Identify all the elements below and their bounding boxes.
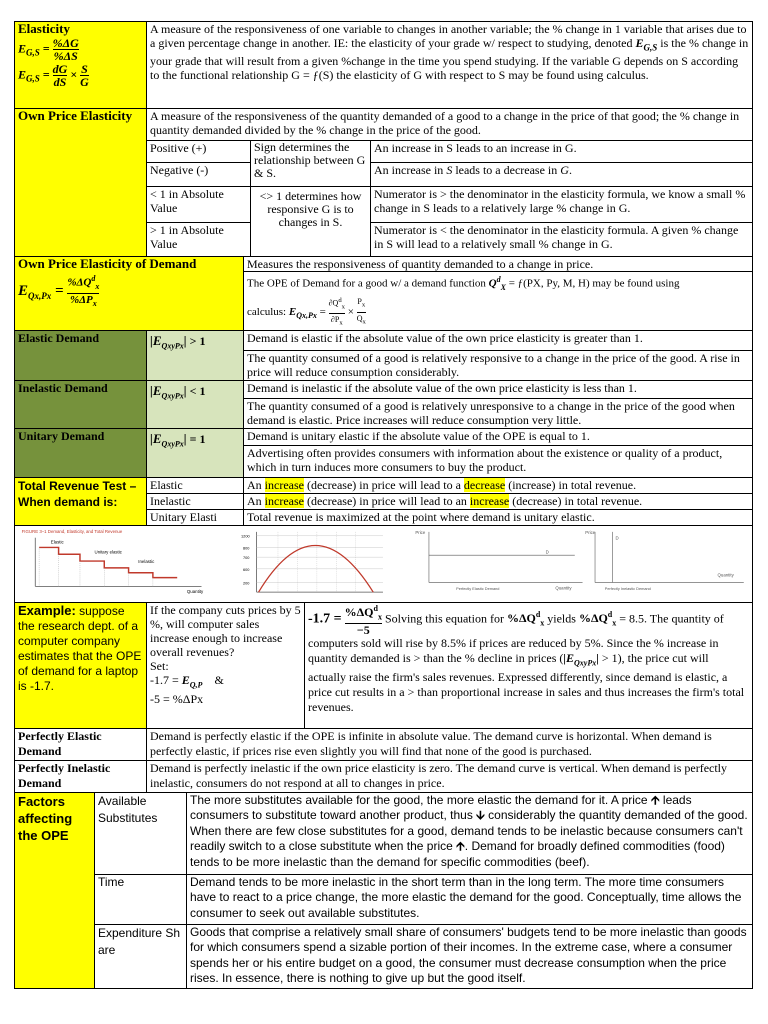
ope-demand-formula: $E_{Qx,Px}$ = $\frac{\%\Delta Q^d_x}{\%\Delta P_x}$ xyxy=(18,274,100,309)
total-revenue-graph xyxy=(237,528,387,598)
greater-than-one-text: Numerator is < the denominator in the elasticity formula. A given % change in S will lead to a relatively small % change in G. xyxy=(371,223,753,257)
inelastic-demand-header: Inelastic Demand xyxy=(15,380,147,428)
ope-demand-desc-2: The OPE of Demand for a good w/ a demand function $Q^d_X$ = ƒ(PX, Py, M, H) may be found using calculus: $E_{Qx,Px}$ = $\frac{\partial Q^d_x}{\partial P_x}$ × $\frac{P_x}{Q_x}$ xyxy=(244,272,753,331)
tr-elastic-label: Elastic xyxy=(147,477,244,493)
arrow-down-icon: 🡫 xyxy=(476,808,485,823)
elasticity-formula-2: $E_{G,S}$ = $\frac{dG}{dS}$ × $\frac{S}{G}$ xyxy=(18,62,89,89)
graph4-caption: Perfectly Inelastic Demand xyxy=(604,585,651,591)
less-than-one-label: < 1 in Absolute Value xyxy=(147,187,251,223)
perfectly-inelastic-header: Perfectly Inelastic Demand xyxy=(15,760,147,792)
graph2-ytick-3: 700 xyxy=(242,554,250,560)
unitary-demand-header: Unitary Demand xyxy=(15,428,147,477)
perfectly-inelastic-graph xyxy=(581,528,751,598)
elasticity-description: A measure of the responsiveness of one variable to changes in another variable; the % change in 1 variable that arises due to a given percentage change in another. IE: the elasticity of your grade w/ respect to studying, denoted $E_{G,S}$ is the % change in your grade that will result from a given %change in the time you spend studying. If the variable G depends on S according to the functional relationship G = ƒ(S) the elasticity of G with respect to S may be found using calculus. xyxy=(147,22,753,109)
unitary-demand-condition: $|E_{QxyPx}| = 1$ xyxy=(147,428,244,477)
perfectly-inelastic-text: Demand is perfectly inelastic if the own price elasticity is zero. The demand curve is vertical. When demand is perfectly inelastic, consumers do not respond at all to changes in price. xyxy=(147,760,753,792)
positive-label: Positive (+) xyxy=(147,141,251,163)
perfectly-elastic-text: Demand is perfectly elastic if the OPE is infinite in absolute value. The demand curve is horizontal. When demand is perfectly elastic, if prices rise even slightly you will find that none of the good is purchased. xyxy=(147,728,753,760)
elastic-demand-line-1: Demand is elastic if the absolute value of the own price elasticity is greater than 1. xyxy=(244,330,753,350)
tr-unitary-text: Total revenue is maximized at the point where demand is unitary elastic. xyxy=(244,509,753,525)
tr-unitary-label: Unitary Elasti xyxy=(147,509,244,525)
graph1-label-inelastic: Inelastic xyxy=(138,558,155,564)
unitary-demand-line-2: Advertising often provides consumers with information about the existence or quality of a product, which in turn induces more consumers to buy the product. xyxy=(244,445,753,477)
ope-demand-header: Own Price Elasticity of Demand $E_{Qx,Px}$ = $\frac{\%\Delta Q^d_x}{\%\Delta P_x}$ xyxy=(15,257,244,331)
positive-text: An increase in S leads to an increase in G. xyxy=(371,141,753,163)
graph2-ytick-4: 600 xyxy=(242,566,250,572)
arrow-up-icon: 🡩 xyxy=(456,839,465,854)
elasticity-fraction-1: $\frac{\%\Delta G}{\%\Delta S}$ xyxy=(52,36,79,63)
graph1-xlabel: Quantity xyxy=(186,588,204,594)
example-description: Example: suppose the research dept. of a computer company estimates that the OPE of demand for a laptop is -1.7. xyxy=(15,602,147,728)
graph3-caption: Perfectly Elastic Demand xyxy=(456,585,500,591)
tr-elastic-text: An increase (decrease) in price will lead to a decrease (increase) in total revenue. xyxy=(244,477,753,493)
elasticity-table xyxy=(14,21,753,257)
less-than-one-text: Numerator is > the denominator in the elasticity formula, we know a small % change in S leads to a relatively large % change in G. xyxy=(371,187,753,223)
inelastic-demand-condition: $|E_{QxyPx}| < 1$ xyxy=(147,380,244,428)
graph4-d-label: D xyxy=(615,535,619,541)
elasticity-formula-1: $E_{G,S}$ = $\frac{\%\Delta G}{\%\Delta S}$ xyxy=(18,36,79,63)
sign-determines-text: Sign determines the relationship between G & S. xyxy=(251,141,371,187)
inelastic-demand-line-2: The quantity consumed of a good is relatively unresponsive to a change in the price of the good when demand is elastic. Price increases will reduce consumption very little. xyxy=(244,398,753,428)
expenditure-label: Expenditure Share xyxy=(95,924,187,988)
factors-header: Factors affecting the OPE xyxy=(15,792,95,988)
unitary-demand-line-1: Demand is unitary elastic if the absolute value of the OPE is equal to 1. xyxy=(244,428,753,445)
graphs-strip xyxy=(14,526,753,602)
graph2-ytick-5: 200 xyxy=(242,580,250,586)
substitutes-label: Available Substitutes xyxy=(95,792,187,874)
time-label: Time xyxy=(95,874,187,924)
graph3-xlabel: Quantity xyxy=(555,584,572,590)
ope-demand-desc-1: Measures the responsiveness of quantity demanded to a change in price. xyxy=(244,257,753,272)
graph2-ytick-1: 1200 xyxy=(241,533,250,539)
factors-table xyxy=(14,792,753,989)
example-solution: -1.7 = $\frac{\%\Delta Q^d_x}{-5}$ Solving this equation for $\%\Delta Q^d_x$ yields $\%\Delta Q^d_x = 8.5$. The quantity of computers sold will rise by 8.5% if prices are reduced by 5%. Since the % increase in quantity demanded is > than the % decline in prices $(|E_{QxyPx}| > 1)$, the price cut will actually raise the firm's sales revenues. Expressed differently, since demand is elastic, a price cut results in a > than proportional increase in sales and thus increases the firm's total revenues. xyxy=(305,602,753,728)
graph3-d-label: D xyxy=(545,548,549,554)
demand-elasticity-graph xyxy=(19,528,209,598)
example-question: If the company cuts prices by 5 %, will computer sales increase enough to increase overall revenues? Set: $-1.7 = E_{Q,P}$ & -5 = %ΔPx xyxy=(147,602,305,728)
substitutes-text: The more substitutes available for the good, the more elastic the demand for it. A price 🡩 leads consumers to substitute toward another product, thus 🡫 considerably the quantity demanded of the good. When there are few close substitutes for a good, demand tends to be inelastic because consumers can't readily switch to a close substitute when the price 🡩. Demand for broadly defined commodities (food) tends to be more inelastic than the demand for specific commodities (beef). xyxy=(187,792,753,874)
ope-demand-table xyxy=(14,256,753,526)
arrow-up-icon: 🡩 xyxy=(650,792,660,807)
graph2-ytick-2: 800 xyxy=(242,545,250,551)
elasticity-title: Elasticity xyxy=(18,21,70,36)
tr-inelastic-label: Inelastic xyxy=(147,493,244,509)
total-revenue-test-header: Total Revenue Test – When demand is: xyxy=(15,477,147,525)
example-table xyxy=(14,602,753,729)
tr-inelastic-text: An increase (decrease) in price will lead to an increase (decrease) in total revenue. xyxy=(244,493,753,509)
study-sheet xyxy=(14,21,753,989)
time-text: Demand tends to be more inelastic in the short term than in the long term. The more time consumers have to react to a price change, the more elastic the demand for the good. Conceptually, time allows the consumer to seek out available substitutes. xyxy=(187,874,753,924)
graph1-label-elastic: Elastic xyxy=(50,539,64,545)
perfect-elasticity-table xyxy=(14,728,753,793)
perfectly-elastic-graph xyxy=(407,528,587,598)
graph1-label-unitary: Unitary elastic xyxy=(94,548,122,554)
graph3-ylabel: Price xyxy=(415,529,426,535)
elasticity-header xyxy=(15,22,147,109)
figure-caption: FIGURE 3–1 Demand, Elasticity, and Total Revenue xyxy=(21,528,123,534)
greater-than-one-label: > 1 in Absolute Value xyxy=(147,223,251,257)
elastic-demand-condition: $|E_{QxyPx}| > 1$ xyxy=(147,330,244,380)
negative-label: Negative (-) xyxy=(147,163,251,187)
elastic-demand-line-2: The quantity consumed of a good is relatively responsive to a change in the price of the good. A rise in price will reduce consumption considerably. xyxy=(244,350,753,380)
inelastic-demand-line-1: Demand is inelastic if the absolute value of the own price elasticity is less than 1. xyxy=(244,380,753,398)
negative-text: An increase in S leads to a decrease in G. xyxy=(371,163,753,187)
own-price-description: A measure of the responsiveness of the quantity demanded of a good to a change in the price of that good; the % change in quantity demanded divided by the % change in the price of the good. xyxy=(147,109,753,141)
perfectly-elastic-header: Perfectly Elastic Demand xyxy=(15,728,147,760)
own-price-elasticity-header: Own Price Elasticity xyxy=(15,109,147,257)
graph4-xlabel: Quantity xyxy=(717,572,734,578)
elastic-demand-header: Elastic Demand xyxy=(15,330,147,380)
graph4-ylabel: Price xyxy=(585,529,596,535)
magnitude-determines-text: <> 1 determines how responsive G is to changes in S. xyxy=(251,187,371,257)
expenditure-text: Goods that comprise a relatively small share of consumers' budgets tend to be more inelastic than goods for which consumers spend a sizable portion of their incomes. In the extreme case, where a consumer spends her or his entire budget on a good, the consumer must decrease consumption when the price rises. In essence, there is nothing to give up but the good itself. xyxy=(187,924,753,988)
